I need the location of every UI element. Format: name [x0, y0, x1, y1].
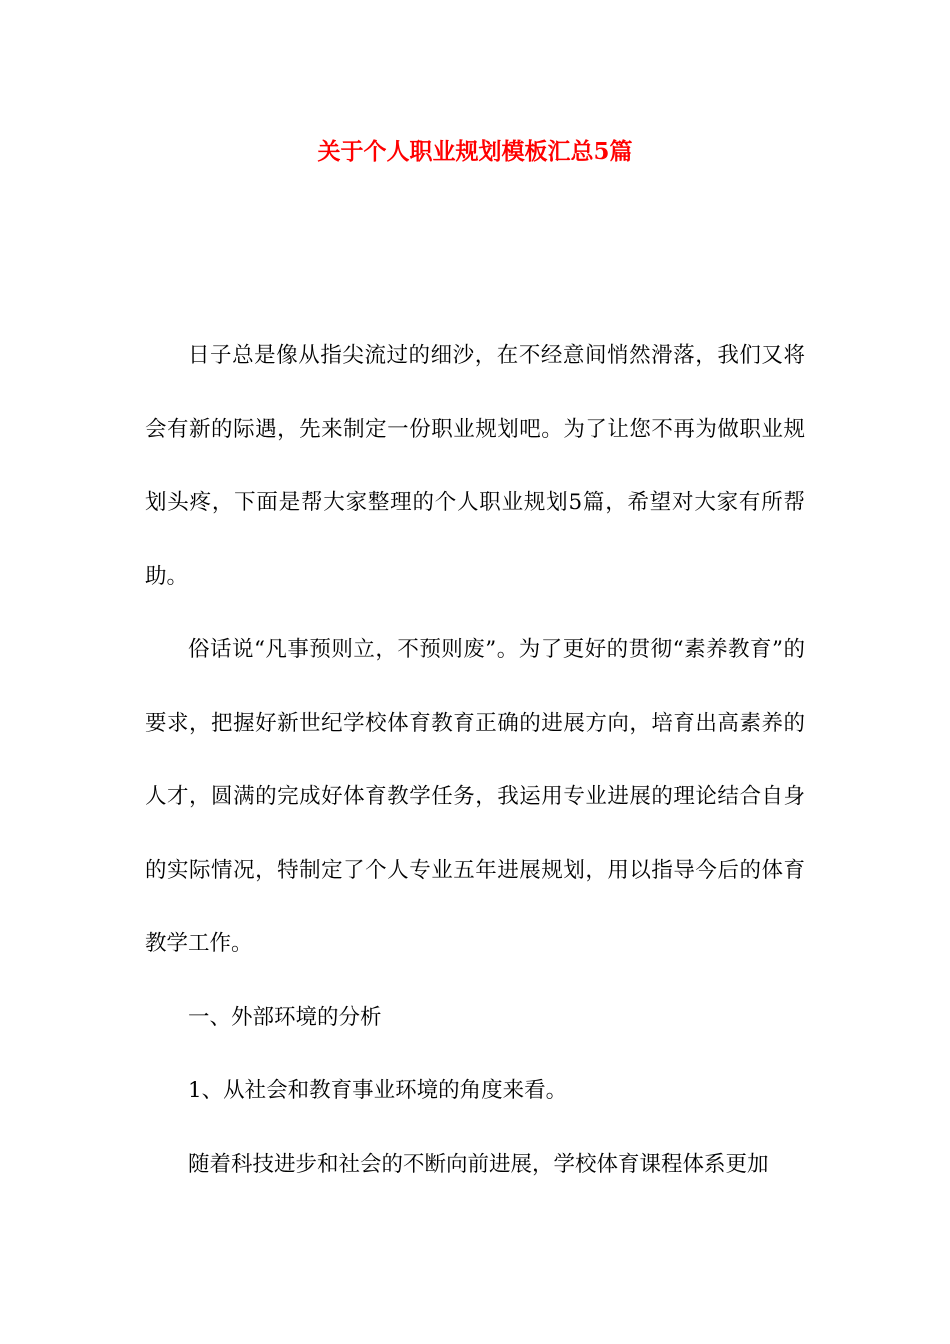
paragraph-continuation: 随着科技进步和社会的不断向前进展，学校体育课程体系更加	[188, 1151, 769, 1177]
paragraph-intro: 日子总是像从指尖流过的细沙，在不经意间悄然滑落，我们又将会有新的际遇，先来制定一份职业规划吧。为了让您不再为做职业规划头疼，下面是帮大家整理的个人职业规划5篇，希望对大家有所帮助。	[145, 343, 805, 589]
section-heading: 一、外部环境的分析	[188, 1004, 382, 1030]
document-body	[145, 319, 805, 1201]
subsection-heading: 1、从社会和教育事业环境的角度来看。	[188, 1078, 568, 1103]
paragraph-purpose: 俗话说“凡事预则立，不预则废”。为了更好的贯彻“素养教育”的要求，把握好新世纪学校体育教育正确的进展方向，培育出高素养的人才，圆满的完成好体育教学任务，我运用专业进展的理论结合自身的实际情况，特制定了个人专业五年进展规划，用以指导今后的体育教学工作。	[145, 637, 805, 956]
document-title: 关于个人职业规划模板汇总5篇	[317, 138, 633, 165]
